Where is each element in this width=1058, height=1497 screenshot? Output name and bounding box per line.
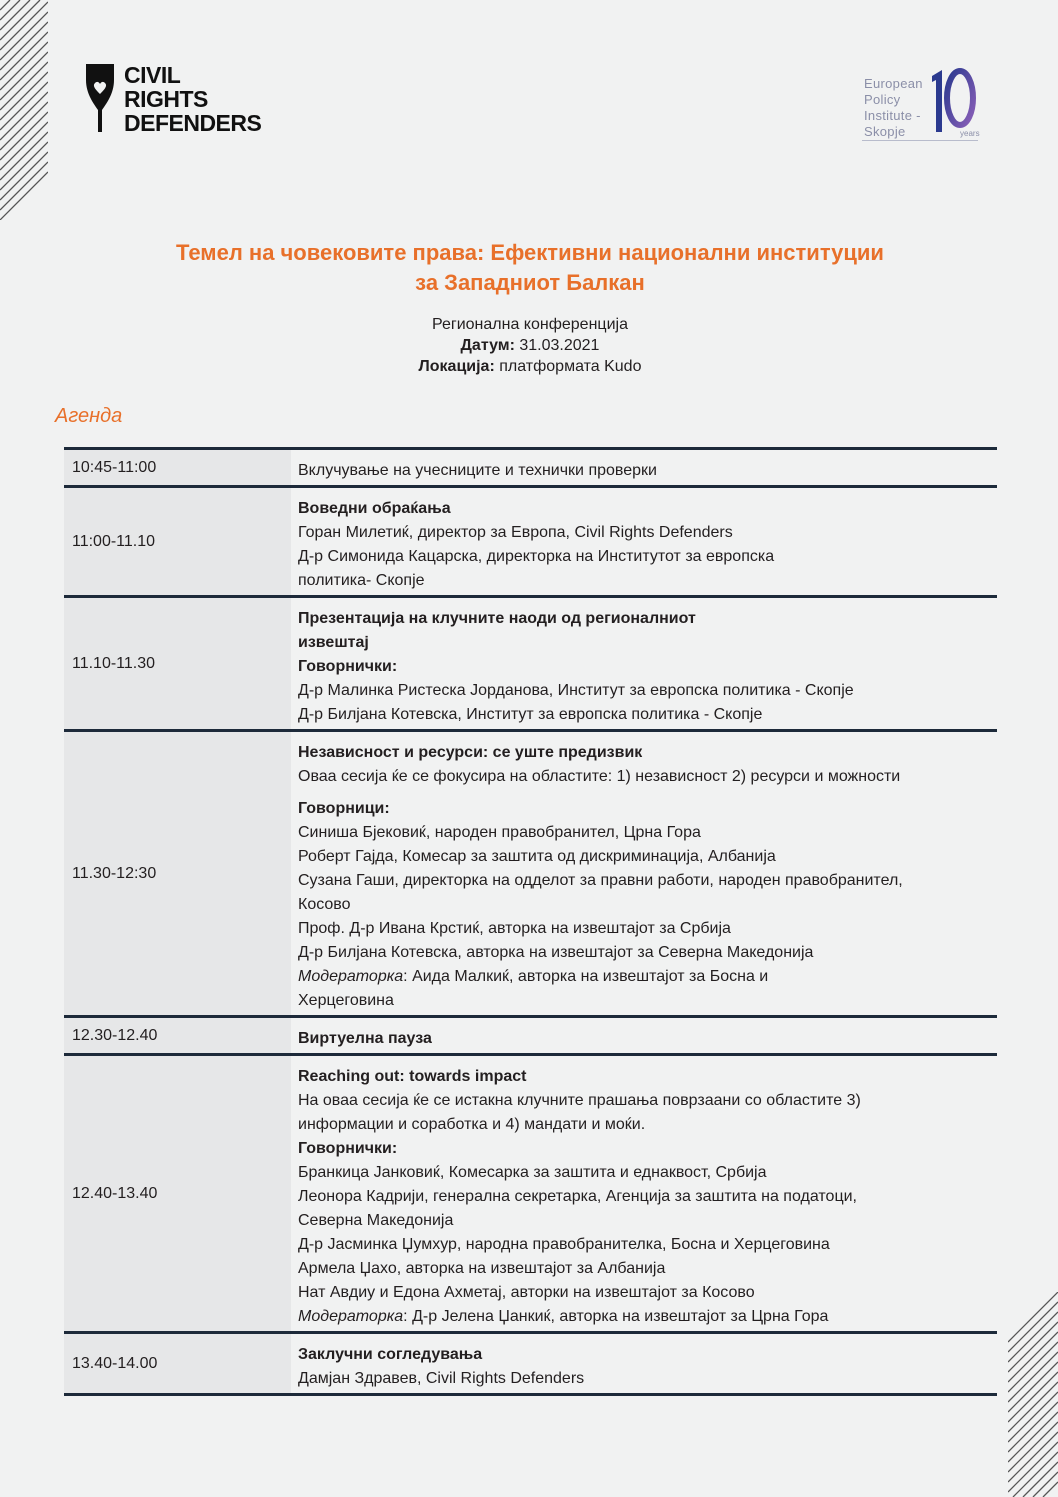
moderator-text: : Д-р Јелена Џанкиќ, авторка на извештајот за Црна Гора — [403, 1308, 829, 1325]
agenda-line: Д-р Јасминка Џумхур, народна правобранителка, Босна и Херцеговина — [298, 1236, 830, 1253]
agenda-line: Роберт Гајда, Комесар за заштита од дискриминација, Албанија — [298, 848, 776, 865]
agenda-line: Дамјан Здравев, Civil Rights Defenders — [298, 1370, 585, 1387]
epi-logo-line1: European — [864, 76, 923, 91]
title-line-1: Темел на човековите права: Ефективни национални институции — [176, 240, 884, 265]
moderator-label: Модераторка — [298, 1308, 404, 1325]
moderator-text: : Аида Малкиќ, авторка на извештајот за Босна и — [403, 968, 769, 985]
crd-logo-line2: RIGHTS — [124, 86, 208, 112]
agenda-line: Бранкица Јанковиќ, Комесарка за заштита и еднаквост, Србија — [298, 1164, 767, 1181]
agenda-time: 11:00-11.10 — [64, 488, 291, 595]
agenda-line: Армела Џахо, авторка на извештајот за Албанија — [298, 1260, 666, 1277]
conference-location — [60, 356, 1000, 377]
agenda-line: Нат Авдиу и Едона Ахметај, авторки на извештајот за Косово — [298, 1284, 755, 1301]
agenda-content — [291, 598, 997, 729]
agenda-content — [291, 1056, 997, 1331]
agenda-line: Вклучување на учесниците и технички проверки — [298, 462, 657, 479]
epi-logo-line4: Skopje — [864, 124, 906, 139]
conference-meta — [60, 314, 1000, 377]
agenda-line: Говорници: — [298, 800, 390, 817]
agenda-content — [291, 732, 997, 1015]
location-label: Локација: — [418, 358, 495, 375]
agenda-row — [64, 447, 997, 485]
civil-rights-defenders-logo — [82, 64, 261, 136]
agenda-line: Говорнички: — [298, 658, 398, 675]
agenda-content — [291, 1018, 997, 1053]
agenda-line: политика- Скопје — [298, 572, 425, 589]
agenda-row — [64, 1053, 997, 1331]
agenda-content — [291, 1334, 997, 1393]
agenda-line — [298, 1305, 997, 1329]
corner-stripes-bottom-right — [1008, 1292, 1058, 1497]
agenda-time: 12.40-13.40 — [64, 1056, 291, 1331]
moderator-label: Модераторка — [298, 968, 404, 985]
conference-title — [60, 238, 1000, 298]
agenda-time: 11.10-11.30 — [64, 598, 291, 729]
title-line-2: за Западниот Балкан — [415, 270, 645, 295]
conference-date — [60, 335, 1000, 356]
agenda-heading: Агенда — [55, 405, 123, 427]
agenda-time: 12.30-12.40 — [64, 1018, 291, 1053]
agenda-line: Заклучни согледувања — [298, 1346, 483, 1363]
agenda-line: Херцеговина — [298, 992, 394, 1009]
agenda-line: Д-р Малинка Ристеска Јорданова, Институт за европска политика - Скопје — [298, 682, 854, 699]
agenda-line: Д-р Билјана Котевска, авторка на извештајот за Северна Македонија — [298, 944, 814, 961]
agenda-line: Оваа сесија ќе се фокусира на областите: 1) независност 2) ресурси и можности — [298, 768, 901, 785]
fountain-pen-heart-icon — [82, 64, 118, 132]
conference-subtitle: Регионална конференција — [432, 316, 628, 333]
agenda-row — [64, 595, 997, 729]
agenda-line: Д-р Билјана Котевска, Институт за европска политика - Скопје — [298, 706, 763, 723]
corner-stripes-top-left — [0, 0, 48, 220]
agenda-time: 11.30-12:30 — [64, 732, 291, 1015]
agenda-content — [291, 488, 997, 595]
date-value: 31.03.2021 — [514, 337, 600, 354]
agenda-line: Виртуелна пауза — [298, 1030, 432, 1047]
agenda-line: Косово — [298, 896, 351, 913]
crd-logo-line1: CIVIL — [124, 62, 181, 88]
crd-logo-line3: DEFENDERS — [124, 110, 262, 136]
agenda-line: Горан Милетиќ, директор за Европа, Civil Rights Defenders — [298, 524, 733, 541]
agenda-line: Северна Македонија — [298, 1212, 454, 1229]
agenda-line — [298, 965, 997, 989]
agenda-line: Презентација на клучните наоди од регионалниот — [298, 610, 696, 627]
agenda-line: Д-р Симонида Кацарска, директорка на Институтот за европска — [298, 548, 775, 565]
ten-years-emblem-icon — [928, 66, 980, 138]
epi-logo-line2: Policy — [864, 92, 901, 107]
agenda-line: извештај — [298, 634, 369, 651]
agenda-line: Синиша Бјековиќ, народен правобранител, Црна Гора — [298, 824, 701, 841]
epi-years-text: years — [960, 129, 980, 138]
agenda-row — [64, 729, 997, 1015]
agenda-time: 13.40-14.00 — [64, 1334, 291, 1393]
agenda-time: 10:45-11:00 — [64, 450, 291, 485]
agenda-content — [291, 450, 997, 485]
agenda-row — [64, 1331, 997, 1396]
agenda-line: Сузана Гаши, директорка на одделот за правни работи, народен правобранител, — [298, 872, 903, 889]
agenda-line: Говорнички: — [298, 1140, 398, 1157]
agenda-line: Reaching out: towards impact — [298, 1068, 527, 1085]
agenda-row — [64, 485, 997, 595]
agenda-table — [64, 447, 997, 1396]
agenda-line: Независност и ресурси: се уште предизвик — [298, 744, 643, 761]
epi-logo-line3: Institute - — [864, 108, 921, 123]
agenda-line: Леонора Кадрији, генерална секретарка, Агенција за заштита на податоци, — [298, 1188, 857, 1205]
date-label: Датум: — [460, 337, 515, 354]
agenda-line: На оваа сесија ќе се истакна клучните прашања поврзаани со областите 3) — [298, 1092, 861, 1109]
agenda-row — [64, 1015, 997, 1053]
agenda-line: информации и соработка и 4) мандати и моќи. — [298, 1116, 646, 1133]
agenda-line: Проф. Д-р Ивана Крстиќ, авторка на извештајот за Србија — [298, 920, 731, 937]
agenda-line: Воведни обраќања — [298, 500, 451, 517]
epi-10-years-logo — [862, 66, 982, 146]
epi-logo-underline — [862, 140, 978, 141]
location-value: платформата Kudo — [494, 358, 642, 375]
